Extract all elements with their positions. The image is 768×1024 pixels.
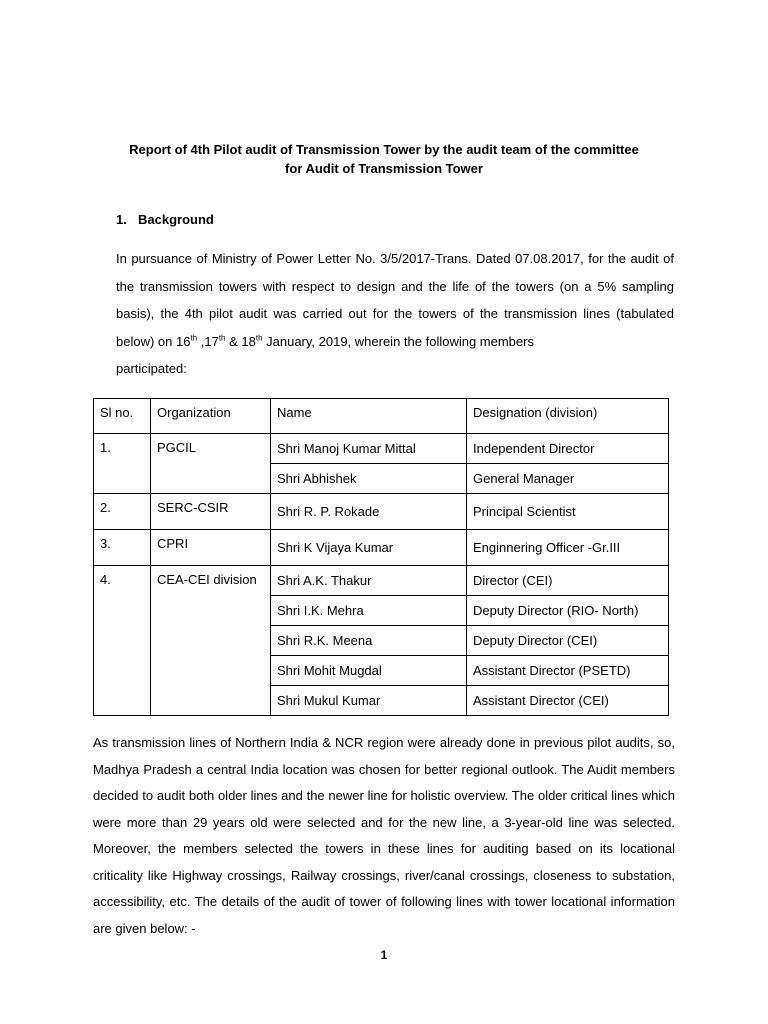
members-table [93,398,669,716]
cell-name: Shri A.K. Thakur [271,566,467,596]
cell-sl: 1. [94,434,151,494]
cell-org: CPRI [151,530,271,566]
header-name: Name [271,399,467,434]
table-row [94,494,669,530]
cell-name: Shri K Vijaya Kumar [271,530,467,566]
cell-designation: Director (CEI) [467,566,669,596]
cell-designation: Principal Scientist [467,494,669,530]
cell-designation: Assistant Director (PSETD) [467,656,669,686]
cell-org: SERC-CSIR [151,494,271,530]
cell-designation: Independent Director [467,434,669,464]
para1-sup-1: th [190,333,198,343]
cell-org: CEA-CEI division [151,566,271,716]
document-title [96,140,672,178]
para1-text-c: & 18 [225,333,256,349]
title-line-2: for Audit of Transmission Tower [285,161,483,176]
cell-name: Shri Manoj Kumar Mittal [271,434,467,464]
background-paragraph [116,245,674,383]
table-header-row [94,399,669,434]
cell-designation: General Manager [467,464,669,494]
header-designation: Designation (division) [467,399,669,434]
cell-designation: Enginnering Officer -Gr.III [467,530,669,566]
table-row [94,530,669,566]
cell-org: PGCIL [151,434,271,494]
cell-name: Shri Mohit Mugdal [271,656,467,686]
para1-sup-2: th [218,333,226,343]
cell-name: Shri Mukul Kumar [271,686,467,716]
cell-sl: 2. [94,494,151,530]
header-sl-no: Sl no. [94,399,151,434]
para1-text-b: ,17 [197,333,219,349]
cell-designation: Deputy Director (RIO- North) [467,596,669,626]
para1-text-e: participated: [116,361,187,376]
para1-text-d: January, 2019, wherein the following members [262,333,534,349]
cell-sl: 3. [94,530,151,566]
section-title: Background [138,212,214,227]
section-heading [116,212,214,227]
cell-name: Shri R.K. Meena [271,626,467,656]
header-organization: Organization [151,399,271,434]
details-paragraph: As transmission lines of Northern India & NCR region were already done in previous pilot audits, so, Madhya Pradesh a central India location was chosen for better regional outlook. The Audit members decided to audit both older lines and the newer line for holistic overview. The older critical lines which were more than 29 years old were selected and for the new line, a 3-year-old line was selected. Moreover, the members selected the towers in these lines for auditing based on its locational criticality like Highway crossings, Railway crossings, river/canal crossings, closeness to substation, accessibility, etc. The details of the audit of tower of following lines with tower locational information are given below: - [93,735,675,936]
cell-name: Shri Abhishek [271,464,467,494]
cell-name: Shri R. P. Rokade [271,494,467,530]
cell-name: Shri I.K. Mehra [271,596,467,626]
table-row [94,434,669,464]
title-line-1: Report of 4th Pilot audit of Transmission Tower by the audit team of the committee [129,142,639,157]
cell-designation: Assistant Director (CEI) [467,686,669,716]
section-number: 1. [116,212,127,227]
cell-designation: Deputy Director (CEI) [467,626,669,656]
cell-sl: 4. [94,566,151,716]
para1-sup-3: th [255,333,263,343]
para1-text-a: In pursuance of Ministry of Power Letter No. 3/5/2017-Trans. Dated 07.08.2017, for the audit of the transmission towers with respect to design and the life of the towers (on a 5% sampling basis), the 4th pilot audit was carried out for the towers of the transmission lines (tabulated below) on 16 [116,251,674,349]
page-number: 1 [380,948,388,962]
table-row [94,566,669,596]
